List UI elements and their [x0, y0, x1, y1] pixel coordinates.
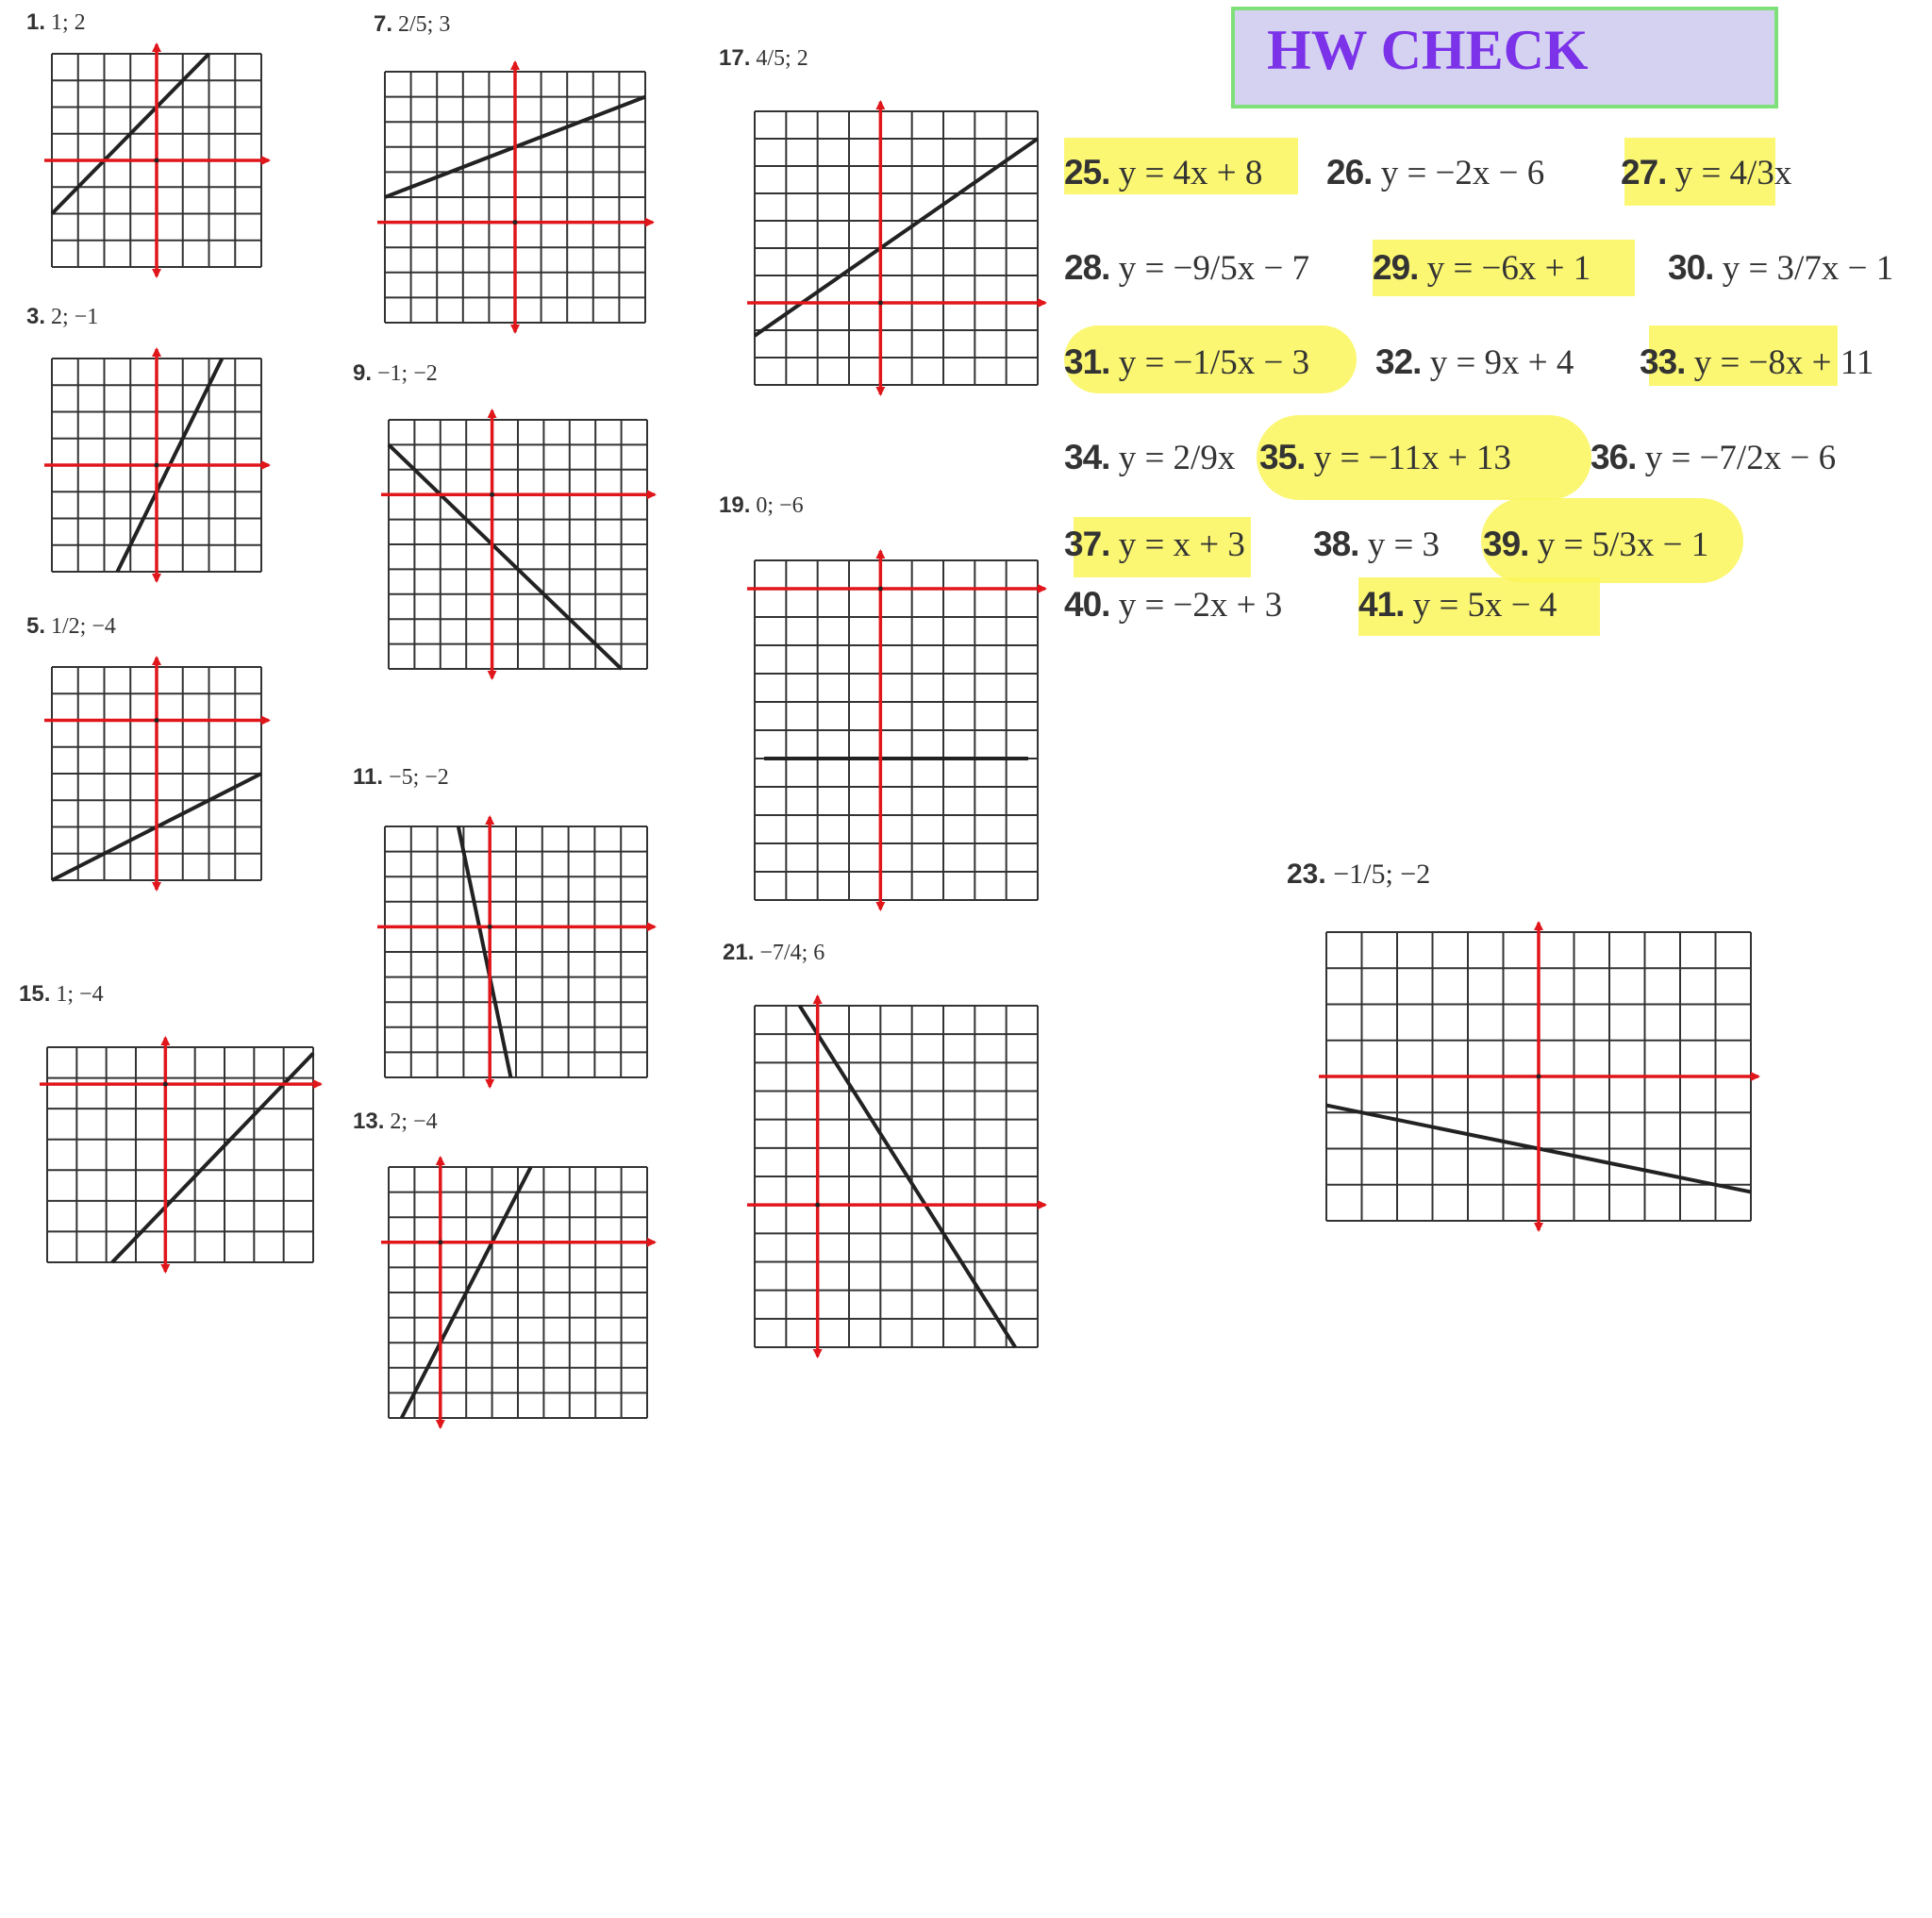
graph-group: [381, 1156, 657, 1429]
origin-point: [438, 1240, 442, 1244]
graph-23: [1313, 919, 1764, 1234]
graph-group: [381, 409, 657, 680]
y-axis-arrow: [875, 549, 885, 559]
title-box: [1231, 7, 1778, 108]
y-axis-arrow-down: [152, 269, 161, 278]
graph-label-1: 1. 1; 2: [26, 9, 86, 35]
y-axis-arrow: [152, 347, 161, 357]
graph-5: [39, 654, 275, 893]
graph-9: [375, 407, 660, 682]
x-axis-arrow: [261, 156, 271, 165]
graph-group: [44, 42, 271, 278]
x-axis-arrow: [647, 922, 657, 931]
graph-label-7: 7. 2/5; 3: [374, 11, 451, 37]
y-axis-arrow-down: [510, 325, 520, 334]
y-axis-arrow-down: [485, 1079, 494, 1089]
origin-point: [155, 463, 159, 468]
graph-label-15: 15. 1; −4: [19, 981, 104, 1007]
graph-group: [1319, 921, 1760, 1232]
answer-36: 36. y = −7/2x − 6: [1591, 438, 1837, 477]
graph-7: [372, 58, 658, 336]
answer-31: 31. y = −1/5x − 3: [1064, 342, 1310, 382]
answer-27: 27. y = 4/3x: [1621, 153, 1792, 192]
y-axis-arrow: [875, 100, 885, 109]
x-axis-arrow: [313, 1079, 323, 1089]
graph-label-9: 9. −1; −2: [353, 360, 438, 386]
y-axis-arrow-down: [813, 1349, 823, 1359]
graph-line: [389, 444, 622, 669]
answer-25: 25. y = 4x + 8: [1064, 153, 1263, 192]
graph-group: [44, 656, 271, 892]
y-axis-arrow: [152, 656, 161, 665]
x-axis-arrow: [1038, 298, 1047, 308]
graph-15: [34, 1034, 326, 1276]
x-axis-arrow: [261, 460, 271, 470]
answer-37: 37. y = x + 3: [1064, 525, 1245, 564]
graph-label-17: 17. 4/5; 2: [719, 45, 808, 71]
answer-32: 32. y = 9x + 4: [1375, 342, 1574, 382]
graph-line: [755, 139, 1038, 336]
y-axis-arrow-down: [152, 574, 161, 583]
y-axis-arrow-down: [436, 1420, 445, 1429]
x-axis-arrow: [1038, 584, 1047, 593]
graph-19: [741, 547, 1051, 913]
graph-21: [741, 992, 1051, 1360]
y-axis-arrow-down: [875, 387, 885, 396]
graph-group: [747, 100, 1047, 396]
graph-group: [44, 347, 271, 583]
y-axis-arrow: [436, 1156, 445, 1165]
graph-1: [39, 41, 275, 280]
x-axis-arrow: [647, 1238, 657, 1247]
graph-group: [377, 815, 657, 1089]
y-axis-arrow-down: [1534, 1223, 1543, 1232]
answer-40: 40. y = −2x + 3: [1064, 585, 1283, 625]
graph-label-11: 11. −5; −2: [353, 764, 449, 790]
x-axis-arrow: [1751, 1072, 1760, 1081]
y-axis-arrow-down: [152, 882, 161, 892]
y-axis-arrow: [813, 994, 823, 1004]
y-axis-arrow-down: [160, 1264, 170, 1274]
graph-label-23: 23. −1/5; −2: [1287, 859, 1431, 890]
answer-26: 26. y = −2x − 6: [1326, 153, 1545, 192]
graph-17: [741, 98, 1051, 398]
origin-point: [878, 587, 883, 592]
x-axis-arrow: [647, 490, 657, 499]
graph-group: [377, 60, 655, 334]
graph-label-13: 13. 2; −4: [353, 1109, 438, 1134]
origin-point: [878, 301, 883, 306]
y-axis-arrow: [1534, 921, 1543, 930]
y-axis-arrow: [160, 1036, 170, 1045]
answer-35: 35. y = −11x + 13: [1259, 438, 1511, 477]
origin-point: [815, 1203, 820, 1208]
answer-28: 28. y = −9/5x − 7: [1064, 248, 1310, 288]
graph-13: [375, 1154, 660, 1431]
answer-41: 41. y = 5x − 4: [1358, 585, 1557, 625]
graph-11: [372, 813, 660, 1091]
answer-34: 34. y = 2/9x: [1064, 438, 1236, 477]
answer-33: 33. y = −8x + 11: [1640, 342, 1874, 382]
graph-label-3: 3. 2; −1: [26, 304, 99, 329]
graph-3: [39, 345, 275, 585]
origin-point: [155, 718, 159, 723]
y-axis-arrow: [488, 409, 497, 418]
x-axis-arrow: [1038, 1200, 1047, 1209]
graph-label-21: 21. −7/4; 6: [723, 940, 825, 965]
y-axis-arrow-down: [875, 902, 885, 911]
answer-30: 30. y = 3/7x − 1: [1668, 248, 1894, 288]
graph-group: [747, 994, 1047, 1359]
y-axis-arrow: [510, 60, 520, 70]
x-axis-arrow: [261, 716, 271, 726]
y-axis-arrow: [152, 42, 161, 52]
y-axis-arrow: [485, 815, 494, 825]
page-title: HW CHECK: [1267, 19, 1589, 81]
answer-38: 38. y = 3: [1313, 525, 1441, 564]
origin-point: [513, 220, 518, 225]
origin-point: [1537, 1075, 1541, 1079]
x-axis-arrow: [645, 218, 655, 227]
y-axis-arrow-down: [488, 671, 497, 680]
origin-point: [490, 492, 494, 497]
origin-point: [488, 925, 492, 929]
graph-group: [747, 549, 1047, 911]
answer-29: 29. y = −6x + 1: [1373, 248, 1591, 288]
origin-point: [155, 158, 159, 163]
answer-39: 39. y = 5/3x − 1: [1483, 525, 1709, 564]
graph-group: [40, 1036, 323, 1274]
graph-label-19: 19. 0; −6: [719, 492, 804, 518]
origin-point: [163, 1082, 168, 1087]
graph-label-5: 5. 1/2; −4: [26, 613, 116, 639]
